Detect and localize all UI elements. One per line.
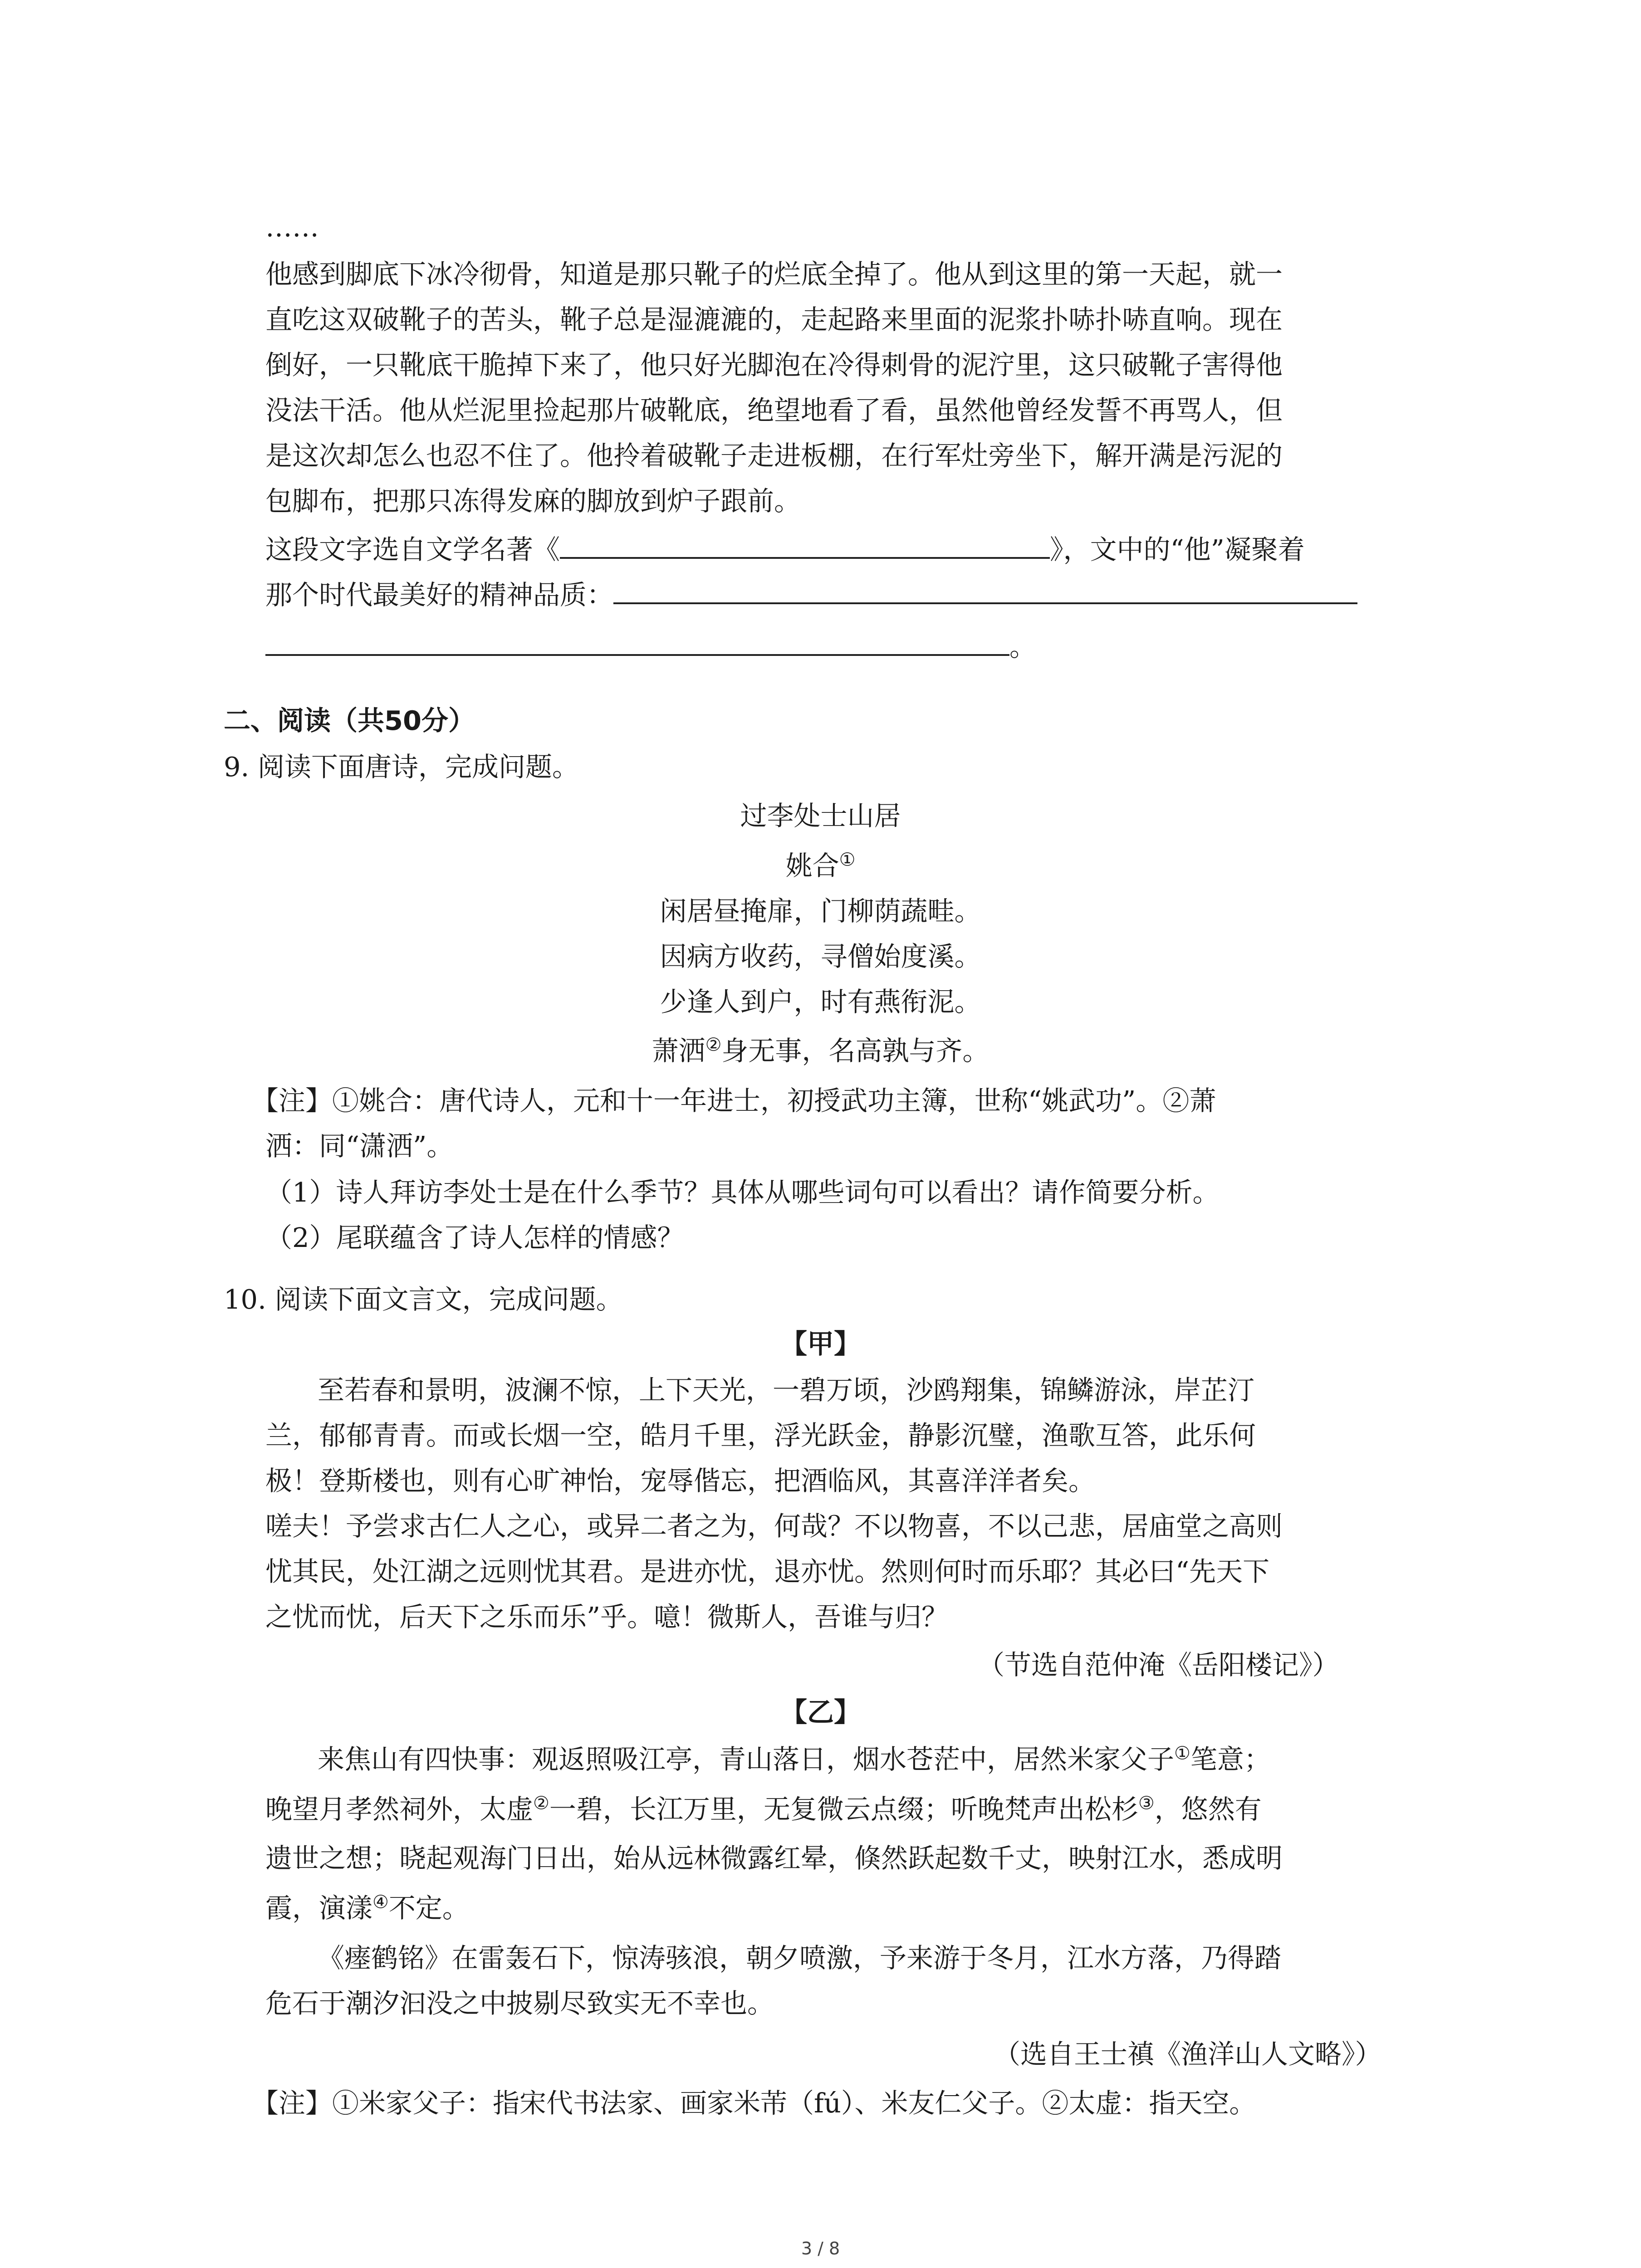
question-line: [265, 530, 1305, 567]
question-text: 这段文字选自文学名著《: [265, 534, 560, 565]
jia-line: 至若春和景明，波澜不惊，上下天光，一碧万顷，沙鸥翔集，锦鳞游泳，岸芷汀: [318, 1374, 1255, 1406]
poem-author: [0, 848, 1641, 884]
jia-line: 忧其民，处江湖之远则忧其君。是进亦忧，退亦忧。然则何时而乐耶？其必曰“先天下: [265, 1556, 1270, 1587]
question-text: 那个时代最美好的精神品质：: [265, 579, 614, 611]
poem-text: 萧洒: [652, 1035, 705, 1066]
yi-line: 遗世之想；晓起观海门日出，始从远林微露红晕，倏然跃起数千丈，映射江水，悉成明: [265, 1843, 1283, 1874]
jia-line: 之忧而忧，后天下之乐而乐”乎。噫！微斯人，吾谁与归？: [265, 1601, 949, 1633]
yi-line: 危石于潮汐汩没之中披剔尽致实无不幸也。: [265, 1988, 774, 2019]
question-line: [265, 575, 1357, 613]
novel-line: 倒好，一只靴底干脆掉下来了，他只好光脚泡在冷得刺骨的泥泞里，这只破靴子害得他: [265, 349, 1283, 381]
yi-text: 来焦山有四快事：观返照吸江亭，青山落日，烟水苍茫中，居然米家父子: [318, 1744, 1175, 1775]
yi-line: 《瘗鹤铭》在雷轰石下，惊涛骇浪，朝夕喷激，予来游于冬月，江水方落，乃得踏: [318, 1942, 1282, 1974]
footnote-mark: ①: [839, 849, 856, 870]
yi-line: [265, 1792, 1262, 1827]
poem-note: 【注】①姚合：唐代诗人，元和十一年进士，初授武功主簿，世称“姚武功”。②萧: [252, 1085, 1216, 1116]
yi-text: 笔意；: [1190, 1744, 1271, 1775]
q9-intro: 9. 阅读下面唐诗，完成问题。: [224, 751, 579, 782]
footnote-mark: ①: [1174, 1743, 1190, 1764]
novel-line: 他感到脚底下冰冷彻骨，知道是那只靴子的烂底全掉了。他从到这里的第一天起，就一: [265, 259, 1283, 290]
jia-line: 嗟夫！予尝求古仁人之心，或异二者之为，何哉？不以物喜，不以己悲，居庙堂之高则: [265, 1510, 1283, 1542]
footnote-mark: ②: [705, 1034, 722, 1056]
yi-text: 晚望月孝然祠外，太虚: [265, 1794, 534, 1825]
yi-line: [265, 1891, 469, 1926]
q10-intro: 10. 阅读下面文言文，完成问题。: [224, 1284, 623, 1315]
text-jia-title: 【甲】: [780, 1328, 861, 1359]
yi-note: 【注】①米家父子：指宋代书法家、画家米芾（fú）、米友仁父子。②太虚：指天空。: [252, 2087, 1256, 2119]
author-name: 姚合: [785, 850, 839, 881]
subquestion: （2）尾联蕴含了诗人怎样的情感？: [265, 1222, 684, 1253]
question-text: 。: [1009, 631, 1037, 662]
poem-line: 因病方收药，寻僧始度溪。: [660, 941, 981, 972]
poem-title: 过李处士山居: [740, 800, 901, 831]
jia-line: 极！登斯楼也，则有心旷神怡，宠辱偕忘，把酒临风，其喜洋洋者矣。: [265, 1465, 1096, 1496]
question-text: 》，文中的“他”凝聚着: [1050, 534, 1305, 565]
footnote-mark: ④: [372, 1892, 389, 1913]
text-yi-title: 【乙】: [780, 1696, 861, 1728]
footnote-mark: ②: [533, 1793, 549, 1814]
novel-line: 直吃这双破靴子的苦头，靴子总是湿漉漉的，走起路来里面的泥浆扑哧扑哧直响。现在: [265, 304, 1283, 335]
book-title-blank[interactable]: [560, 530, 1050, 559]
section-title: 二、阅读（共50分）: [224, 705, 475, 736]
yi-text: ，悠然有: [1154, 1794, 1262, 1825]
poem-line: 闲居昼掩扉，门柳荫蔬畦。: [660, 895, 981, 927]
yi-line: [318, 1742, 1271, 1777]
novel-line: 没法干活。他从烂泥里捡起那片破靴底，绝望地看了看，虽然他曾经发誓不再骂人，但: [265, 395, 1283, 426]
question-line: [265, 627, 1036, 665]
yi-source: （选自王士禛《渔洋山人文略》）: [994, 2038, 1382, 2070]
yi-text: 不定。: [388, 1892, 469, 1924]
poem-text: 身无事，名高孰与齐。: [721, 1035, 989, 1066]
jia-line: 兰，郁郁青青。而或长烟一空，皓月千里，浮光跃金，静影沉璧，渔歌互答，此乐何: [265, 1420, 1256, 1451]
poem-line: 少逢人到户，时有燕衔泥。: [660, 986, 981, 1017]
novel-line: 包脚布，把那只冻得发麻的脚放到炉子跟前。: [265, 485, 801, 517]
spirit-blank[interactable]: [613, 575, 1357, 604]
poem-note: 洒：同“潇洒”。: [265, 1130, 454, 1162]
ellipsis: ……: [265, 211, 319, 243]
yi-text: 一碧，长江万里，无复微云点缀；听晚梵声出松杉: [549, 1794, 1138, 1825]
spirit-blank-2[interactable]: [265, 627, 1009, 656]
novel-line: 是这次却怎么也忍不住了。他拎着破靴子走进板棚，在行军灶旁坐下，解开满是污泥的: [265, 440, 1283, 471]
jia-source: （节选自范仲淹《岳阳楼记》）: [978, 1649, 1339, 1681]
subquestion: （1）诗人拜访李处士是在什么季节？具体从哪些词句可以看出？请作简要分析。: [265, 1177, 1220, 1208]
page-number: 3 / 8: [801, 2239, 840, 2258]
poem-line: [0, 1033, 1641, 1069]
yi-text: 霞，演漾: [265, 1892, 373, 1924]
footnote-mark: ③: [1138, 1793, 1155, 1814]
